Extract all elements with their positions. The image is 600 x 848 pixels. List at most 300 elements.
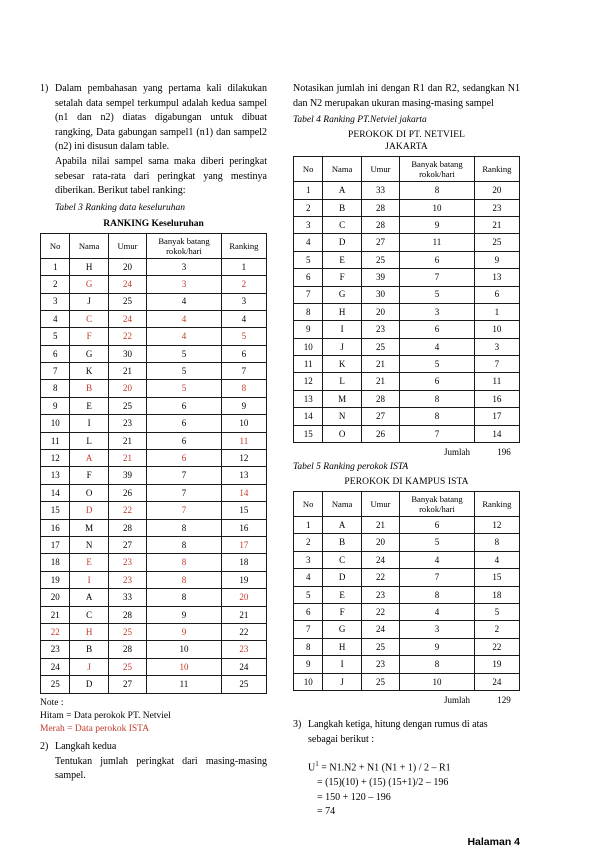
table3-cell-ranking: 23: [221, 641, 266, 658]
table4-cell-nama: E: [323, 251, 361, 268]
table4-cell-ranking: 17: [474, 408, 519, 425]
table-row: [41, 450, 267, 467]
table3-cell-umur: 30: [108, 345, 146, 362]
table3-cell-no: 14: [41, 484, 70, 501]
table3-cell-no: 15: [41, 502, 70, 519]
table5-cell-no: 3: [294, 551, 323, 568]
table4-cell-umur: 28: [361, 390, 399, 407]
table4-cell-batang: 7: [400, 425, 475, 442]
table3-cell-no: 9: [41, 397, 70, 414]
table3-cell-ranking: 2: [221, 276, 266, 293]
table3-cell-ranking: 22: [221, 623, 266, 640]
table-perokok-netviel: [293, 156, 520, 443]
table4-cell-batang: 6: [400, 251, 475, 268]
table3-cell-ranking: 16: [221, 519, 266, 536]
table4-cell-no: 13: [294, 390, 323, 407]
table-row: [41, 258, 267, 275]
table3-cell-no: 16: [41, 519, 70, 536]
table5-cell-umur: 23: [361, 656, 399, 673]
table-row: [41, 345, 267, 362]
table4-cell-umur: 30: [361, 286, 399, 303]
table5-cell-umur: 24: [361, 551, 399, 568]
table3-cell-umur: 27: [108, 676, 146, 693]
table-row: [294, 269, 520, 286]
table3-cell-umur: 33: [108, 589, 146, 606]
table3-cell-umur: 20: [108, 258, 146, 275]
table3-cell-ranking: 5: [221, 328, 266, 345]
table3-cell-umur: 39: [108, 467, 146, 484]
table3-cell-batang: 8: [147, 589, 222, 606]
table3-cell-umur: 25: [108, 293, 146, 310]
note-title: Note :: [40, 697, 64, 708]
table3-cell-no: 6: [41, 345, 70, 362]
table3-cell-umur: 23: [108, 415, 146, 432]
table-row: [41, 502, 267, 519]
table-row: [41, 606, 267, 623]
table3-cell-no: 17: [41, 537, 70, 554]
table4-cell-umur: 20: [361, 303, 399, 320]
table5-cell-ranking: 18: [474, 586, 519, 603]
table3-caption: Tabel 3 Ranking data keseluruhan: [55, 202, 185, 213]
table-row: [41, 641, 267, 658]
table5-cell-ranking: 2: [474, 621, 519, 638]
table5-cell-no: 10: [294, 673, 323, 690]
table3-cell-ranking: 25: [221, 676, 266, 693]
table3-cell-ranking: 3: [221, 293, 266, 310]
list-marker-3: 3): [293, 718, 302, 730]
table-row: [41, 571, 267, 588]
table3-body: [41, 258, 267, 693]
table5-cell-nama: B: [323, 534, 361, 551]
table3-cell-batang: 8: [147, 537, 222, 554]
table4-cell-umur: 21: [361, 373, 399, 390]
table4-th-nama: Nama: [323, 157, 361, 182]
table5-cell-no: 7: [294, 621, 323, 638]
table4-cell-nama: G: [323, 286, 361, 303]
table5-body: [294, 517, 520, 691]
page-footer-label: Halaman 4: [467, 836, 520, 848]
table3-cell-ranking: 6: [221, 345, 266, 362]
table3-cell-no: 4: [41, 310, 70, 327]
table3-cell-no: 11: [41, 432, 70, 449]
table-row: [41, 363, 267, 380]
table5-cell-no: 2: [294, 534, 323, 551]
table-row: [41, 537, 267, 554]
table-row: [41, 467, 267, 484]
table5-cell-nama: H: [323, 638, 361, 655]
table3-cell-batang: 6: [147, 450, 222, 467]
table3-cell-ranking: 18: [221, 554, 266, 571]
table5-cell-nama: A: [323, 517, 361, 534]
table3-cell-no: 19: [41, 571, 70, 588]
table4-title-line2: JAKARTA: [385, 142, 428, 153]
table3-cell-umur: 28: [108, 606, 146, 623]
table-row: [41, 676, 267, 693]
table-row: [294, 303, 520, 320]
table3-cell-umur: 22: [108, 328, 146, 345]
table5-cell-batang: 7: [400, 569, 475, 586]
table4-cell-no: 4: [294, 234, 323, 251]
table3-header-row: [41, 233, 267, 258]
table3-cell-no: 2: [41, 276, 70, 293]
table-row: [41, 276, 267, 293]
table5-cell-ranking: 19: [474, 656, 519, 673]
table4-cell-ranking: 11: [474, 373, 519, 390]
table3-cell-batang: 7: [147, 484, 222, 501]
table5-cell-batang: 6: [400, 517, 475, 534]
table3-cell-no: 12: [41, 450, 70, 467]
table3-cell-umur: 24: [108, 276, 146, 293]
table4-cell-nama: B: [323, 199, 361, 216]
table3-cell-batang: 4: [147, 328, 222, 345]
table3-cell-batang: 4: [147, 310, 222, 327]
table4-cell-no: 3: [294, 216, 323, 233]
table4-cell-batang: 7: [400, 269, 475, 286]
table5-cell-no: 9: [294, 656, 323, 673]
table4-cell-nama: K: [323, 356, 361, 373]
table5-cell-nama: C: [323, 551, 361, 568]
table-row: [294, 321, 520, 338]
table3-cell-nama: A: [70, 450, 108, 467]
table-row: [41, 310, 267, 327]
table4-cell-batang: 9: [400, 216, 475, 233]
note-line-merah: Merah = Data perokok ISTA: [40, 723, 150, 734]
table3-cell-umur: 23: [108, 571, 146, 588]
table4-cell-ranking: 3: [474, 338, 519, 355]
table3-cell-batang: 3: [147, 276, 222, 293]
table5-th-no: No: [294, 492, 323, 517]
table-row: [294, 338, 520, 355]
table4-cell-nama: I: [323, 321, 361, 338]
table5-cell-batang: 8: [400, 586, 475, 603]
table4-cell-ranking: 13: [474, 269, 519, 286]
table-ranking-keseluruhan: [40, 233, 267, 694]
table3-cell-ranking: 10: [221, 415, 266, 432]
table3-cell-batang: 6: [147, 397, 222, 414]
table3-cell-nama: N: [70, 537, 108, 554]
formula-line-4: = 74: [317, 806, 336, 818]
table4-cell-nama: F: [323, 269, 361, 286]
table3-cell-batang: 6: [147, 415, 222, 432]
right-intro-paragraph: Notasikan jumlah ini dengan R1 dan R2, sedangkan N1 dan N2 merupakan ukuran masing-masing sampel: [293, 83, 520, 109]
table3-cell-nama: E: [70, 397, 108, 414]
table4-cell-no: 15: [294, 425, 323, 442]
table3-cell-nama: G: [70, 345, 108, 362]
table5-th-nama: Nama: [323, 492, 361, 517]
table3-cell-ranking: 24: [221, 658, 266, 675]
table5-cell-no: 6: [294, 604, 323, 621]
table4-cell-no: 11: [294, 356, 323, 373]
table-row: [41, 658, 267, 675]
table3-cell-batang: 8: [147, 571, 222, 588]
table3-cell-no: 22: [41, 623, 70, 640]
note-line-hitam: Hitam = Data perokok PT. Netviel: [40, 710, 171, 721]
table3-cell-no: 20: [41, 589, 70, 606]
table3-cell-nama: G: [70, 276, 108, 293]
table3-cell-batang: 8: [147, 554, 222, 571]
table3-cell-nama: I: [70, 415, 108, 432]
table3-cell-umur: 23: [108, 554, 146, 571]
table5-cell-nama: G: [323, 621, 361, 638]
table-row: [294, 286, 520, 303]
table4-cell-batang: 10: [400, 199, 475, 216]
table4-cell-umur: 23: [361, 321, 399, 338]
table4-cell-nama: L: [323, 373, 361, 390]
table3-cell-batang: 11: [147, 676, 222, 693]
table4-cell-umur: 25: [361, 251, 399, 268]
table4-th-batang: Banyak batang rokok/hari: [400, 157, 475, 182]
table3-cell-nama: A: [70, 589, 108, 606]
table4-cell-ranking: 23: [474, 199, 519, 216]
table4-cell-ranking: 9: [474, 251, 519, 268]
table5-cell-batang: 3: [400, 621, 475, 638]
table4-cell-ranking: 1: [474, 303, 519, 320]
table4-jumlah-row: [293, 446, 520, 458]
table3-cell-batang: 9: [147, 623, 222, 640]
table4-cell-batang: 11: [400, 234, 475, 251]
table3-cell-nama: K: [70, 363, 108, 380]
formula-line-1-rest: = N1.N2 + N1 (N1 + 1) / 2 – R1: [318, 762, 451, 774]
table5-jumlah-value: 129: [497, 694, 511, 705]
table3-cell-no: 3: [41, 293, 70, 310]
table3-cell-nama: J: [70, 658, 108, 675]
legend-note: [40, 697, 267, 737]
table4-cell-umur: 33: [361, 182, 399, 199]
table5-cell-umur: 24: [361, 621, 399, 638]
table4-cell-umur: 28: [361, 216, 399, 233]
table3-title: RANKING Keseluruhan: [103, 218, 204, 229]
table-row: [294, 534, 520, 551]
table4-cell-nama: H: [323, 303, 361, 320]
table4-cell-no: 1: [294, 182, 323, 199]
table5-cell-ranking: 15: [474, 569, 519, 586]
table-row: [41, 519, 267, 536]
table-perokok-ista: [293, 491, 520, 691]
table4-cell-ranking: 25: [474, 234, 519, 251]
table5-cell-umur: 21: [361, 517, 399, 534]
table4-cell-umur: 27: [361, 408, 399, 425]
table3-cell-ranking: 20: [221, 589, 266, 606]
table4-cell-batang: 3: [400, 303, 475, 320]
table5-cell-batang: 5: [400, 534, 475, 551]
table5-header-row: [294, 492, 520, 517]
table3-cell-no: 1: [41, 258, 70, 275]
table3-cell-no: 8: [41, 380, 70, 397]
table5-cell-batang: 10: [400, 673, 475, 690]
table3-cell-umur: 25: [108, 397, 146, 414]
table4-cell-umur: 39: [361, 269, 399, 286]
table3-cell-batang: 5: [147, 345, 222, 362]
list-marker-2: 2): [40, 741, 49, 753]
right-column: [293, 82, 520, 848]
table-row: [294, 551, 520, 568]
table4-cell-no: 10: [294, 338, 323, 355]
table5-jumlah-label: Jumlah: [444, 694, 470, 705]
table5-cell-ranking: 22: [474, 638, 519, 655]
table-row: [41, 623, 267, 640]
table-row: [294, 251, 520, 268]
table4-cell-ranking: 16: [474, 390, 519, 407]
table4-cell-batang: 6: [400, 321, 475, 338]
table4-head: [294, 157, 520, 182]
table3-cell-no: 23: [41, 641, 70, 658]
table-row: [41, 415, 267, 432]
formula-line-3: = 150 + 120 – 196: [317, 791, 391, 803]
table3-cell-nama: J: [70, 293, 108, 310]
table-row: [294, 408, 520, 425]
table5-cell-nama: D: [323, 569, 361, 586]
table5-head: [294, 492, 520, 517]
table-row: [41, 432, 267, 449]
formula-u-symbol: U: [308, 762, 316, 774]
table-row: [294, 586, 520, 603]
table4-cell-batang: 5: [400, 356, 475, 373]
table-row: [41, 328, 267, 345]
table4-cell-no: 7: [294, 286, 323, 303]
table5-cell-batang: 4: [400, 604, 475, 621]
table3-cell-nama: B: [70, 380, 108, 397]
table3-cell-nama: C: [70, 606, 108, 623]
table4-th-ranking: Ranking: [474, 157, 519, 182]
table3-th-batang: Banyak batang rokok/hari: [147, 233, 222, 258]
table3-cell-nama: D: [70, 502, 108, 519]
table4-cell-umur: 21: [361, 356, 399, 373]
item1-paragraph-2: Apabila nilai sampel sama maka diberi peringkat sebesar rata-rata dari peringkat yang mestinya diberikan. Berikut tabel ranking:: [55, 155, 267, 197]
table-row: [294, 621, 520, 638]
table3-cell-batang: 5: [147, 380, 222, 397]
table5-cell-nama: F: [323, 604, 361, 621]
table3-cell-umur: 27: [108, 537, 146, 554]
table4-cell-nama: C: [323, 216, 361, 233]
table-row: [41, 397, 267, 414]
table3-cell-batang: 7: [147, 502, 222, 519]
table4-cell-nama: D: [323, 234, 361, 251]
table3-cell-ranking: 14: [221, 484, 266, 501]
formula-line-2: = (15)(10) + (15) (15+1)/2 – 196: [317, 777, 449, 789]
table5-th-ranking: Ranking: [474, 492, 519, 517]
table-row: [294, 425, 520, 442]
table-row: [294, 673, 520, 690]
table5-cell-nama: J: [323, 673, 361, 690]
table3-cell-ranking: 15: [221, 502, 266, 519]
item1-paragraph-1: Dalam pembahasan yang pertama kali dilakukan setalah data sempel terkumpul adalah kedua sampel (n1 dan n2) diatas digabungan untuk dibuat rangking, Data gabungan sampel1 (n1) dan sampel2 (n2) ini disusun dalam table.: [55, 83, 267, 153]
table3-cell-nama: C: [70, 310, 108, 327]
table5-cell-ranking: 5: [474, 604, 519, 621]
table4-cell-ranking: 7: [474, 356, 519, 373]
table3-cell-nama: F: [70, 328, 108, 345]
table-row: [294, 656, 520, 673]
left-column: [40, 82, 267, 848]
table3-cell-ranking: 4: [221, 310, 266, 327]
table4-cell-umur: 25: [361, 338, 399, 355]
table4-cell-ranking: 14: [474, 425, 519, 442]
table3-cell-umur: 24: [108, 310, 146, 327]
table3-th-nama: Nama: [70, 233, 108, 258]
table4-caption: Tabel 4 Ranking PT.Netviel jakarta: [293, 115, 427, 126]
table5-jumlah-row: [293, 694, 520, 706]
table3-cell-no: 13: [41, 467, 70, 484]
formula-line-1: [308, 757, 520, 776]
table4-cell-umur: 27: [361, 234, 399, 251]
table4-th-no: No: [294, 157, 323, 182]
table4-cell-nama: A: [323, 182, 361, 199]
table3-cell-nama: M: [70, 519, 108, 536]
table5-cell-no: 1: [294, 517, 323, 534]
table3-cell-batang: 9: [147, 606, 222, 623]
table-row: [294, 199, 520, 216]
table5-cell-umur: 20: [361, 534, 399, 551]
table3-cell-umur: 28: [108, 641, 146, 658]
table-row: [41, 554, 267, 571]
table3-cell-umur: 21: [108, 363, 146, 380]
table4-cell-ranking: 6: [474, 286, 519, 303]
table4-cell-batang: 8: [400, 390, 475, 407]
list-item-1: [40, 82, 267, 215]
table4-cell-ranking: 10: [474, 321, 519, 338]
table3-cell-nama: O: [70, 484, 108, 501]
table3-cell-batang: 10: [147, 658, 222, 675]
table3-cell-nama: I: [70, 571, 108, 588]
table3-cell-umur: 28: [108, 519, 146, 536]
list-item-2: [40, 740, 267, 784]
table3-cell-no: 10: [41, 415, 70, 432]
table5-cell-ranking: 24: [474, 673, 519, 690]
table5-title-line1: PEROKOK DI KAMPUS ISTA: [344, 477, 469, 488]
table3-cell-ranking: 8: [221, 380, 266, 397]
table4-cell-no: 5: [294, 251, 323, 268]
table3-th-ranking: Ranking: [221, 233, 266, 258]
table5-cell-batang: 9: [400, 638, 475, 655]
table4-cell-nama: M: [323, 390, 361, 407]
table3-cell-nama: D: [70, 676, 108, 693]
table4-th-umur: Umur: [361, 157, 399, 182]
table3-cell-ranking: 19: [221, 571, 266, 588]
table5-cell-nama: E: [323, 586, 361, 603]
table5-cell-umur: 22: [361, 604, 399, 621]
table-row: [294, 390, 520, 407]
table3-cell-nama: H: [70, 258, 108, 275]
table3-cell-umur: 21: [108, 432, 146, 449]
table-row: [294, 356, 520, 373]
table3-cell-batang: 3: [147, 258, 222, 275]
table4-cell-umur: 26: [361, 425, 399, 442]
list-marker-1: 1): [40, 83, 49, 94]
table5-cell-no: 4: [294, 569, 323, 586]
table4-cell-no: 14: [294, 408, 323, 425]
table5-cell-umur: 23: [361, 586, 399, 603]
table-row: [41, 380, 267, 397]
table5-cell-no: 8: [294, 638, 323, 655]
table3-head: [41, 233, 267, 258]
table4-cell-batang: 8: [400, 182, 475, 199]
table4-cell-batang: 8: [400, 408, 475, 425]
table4-cell-no: 9: [294, 321, 323, 338]
table4-cell-nama: O: [323, 425, 361, 442]
table3-cell-umur: 22: [108, 502, 146, 519]
table5-cell-batang: 8: [400, 656, 475, 673]
table-row: [41, 589, 267, 606]
table3-th-umur: Umur: [108, 233, 146, 258]
table4-cell-nama: N: [323, 408, 361, 425]
list-item-3: [293, 718, 520, 820]
table5-cell-umur: 22: [361, 569, 399, 586]
table5-cell-ranking: 12: [474, 517, 519, 534]
table4-cell-ranking: 21: [474, 216, 519, 233]
table-row: [294, 216, 520, 233]
table5-cell-ranking: 4: [474, 551, 519, 568]
table3-cell-umur: 26: [108, 484, 146, 501]
table4-cell-umur: 28: [361, 199, 399, 216]
